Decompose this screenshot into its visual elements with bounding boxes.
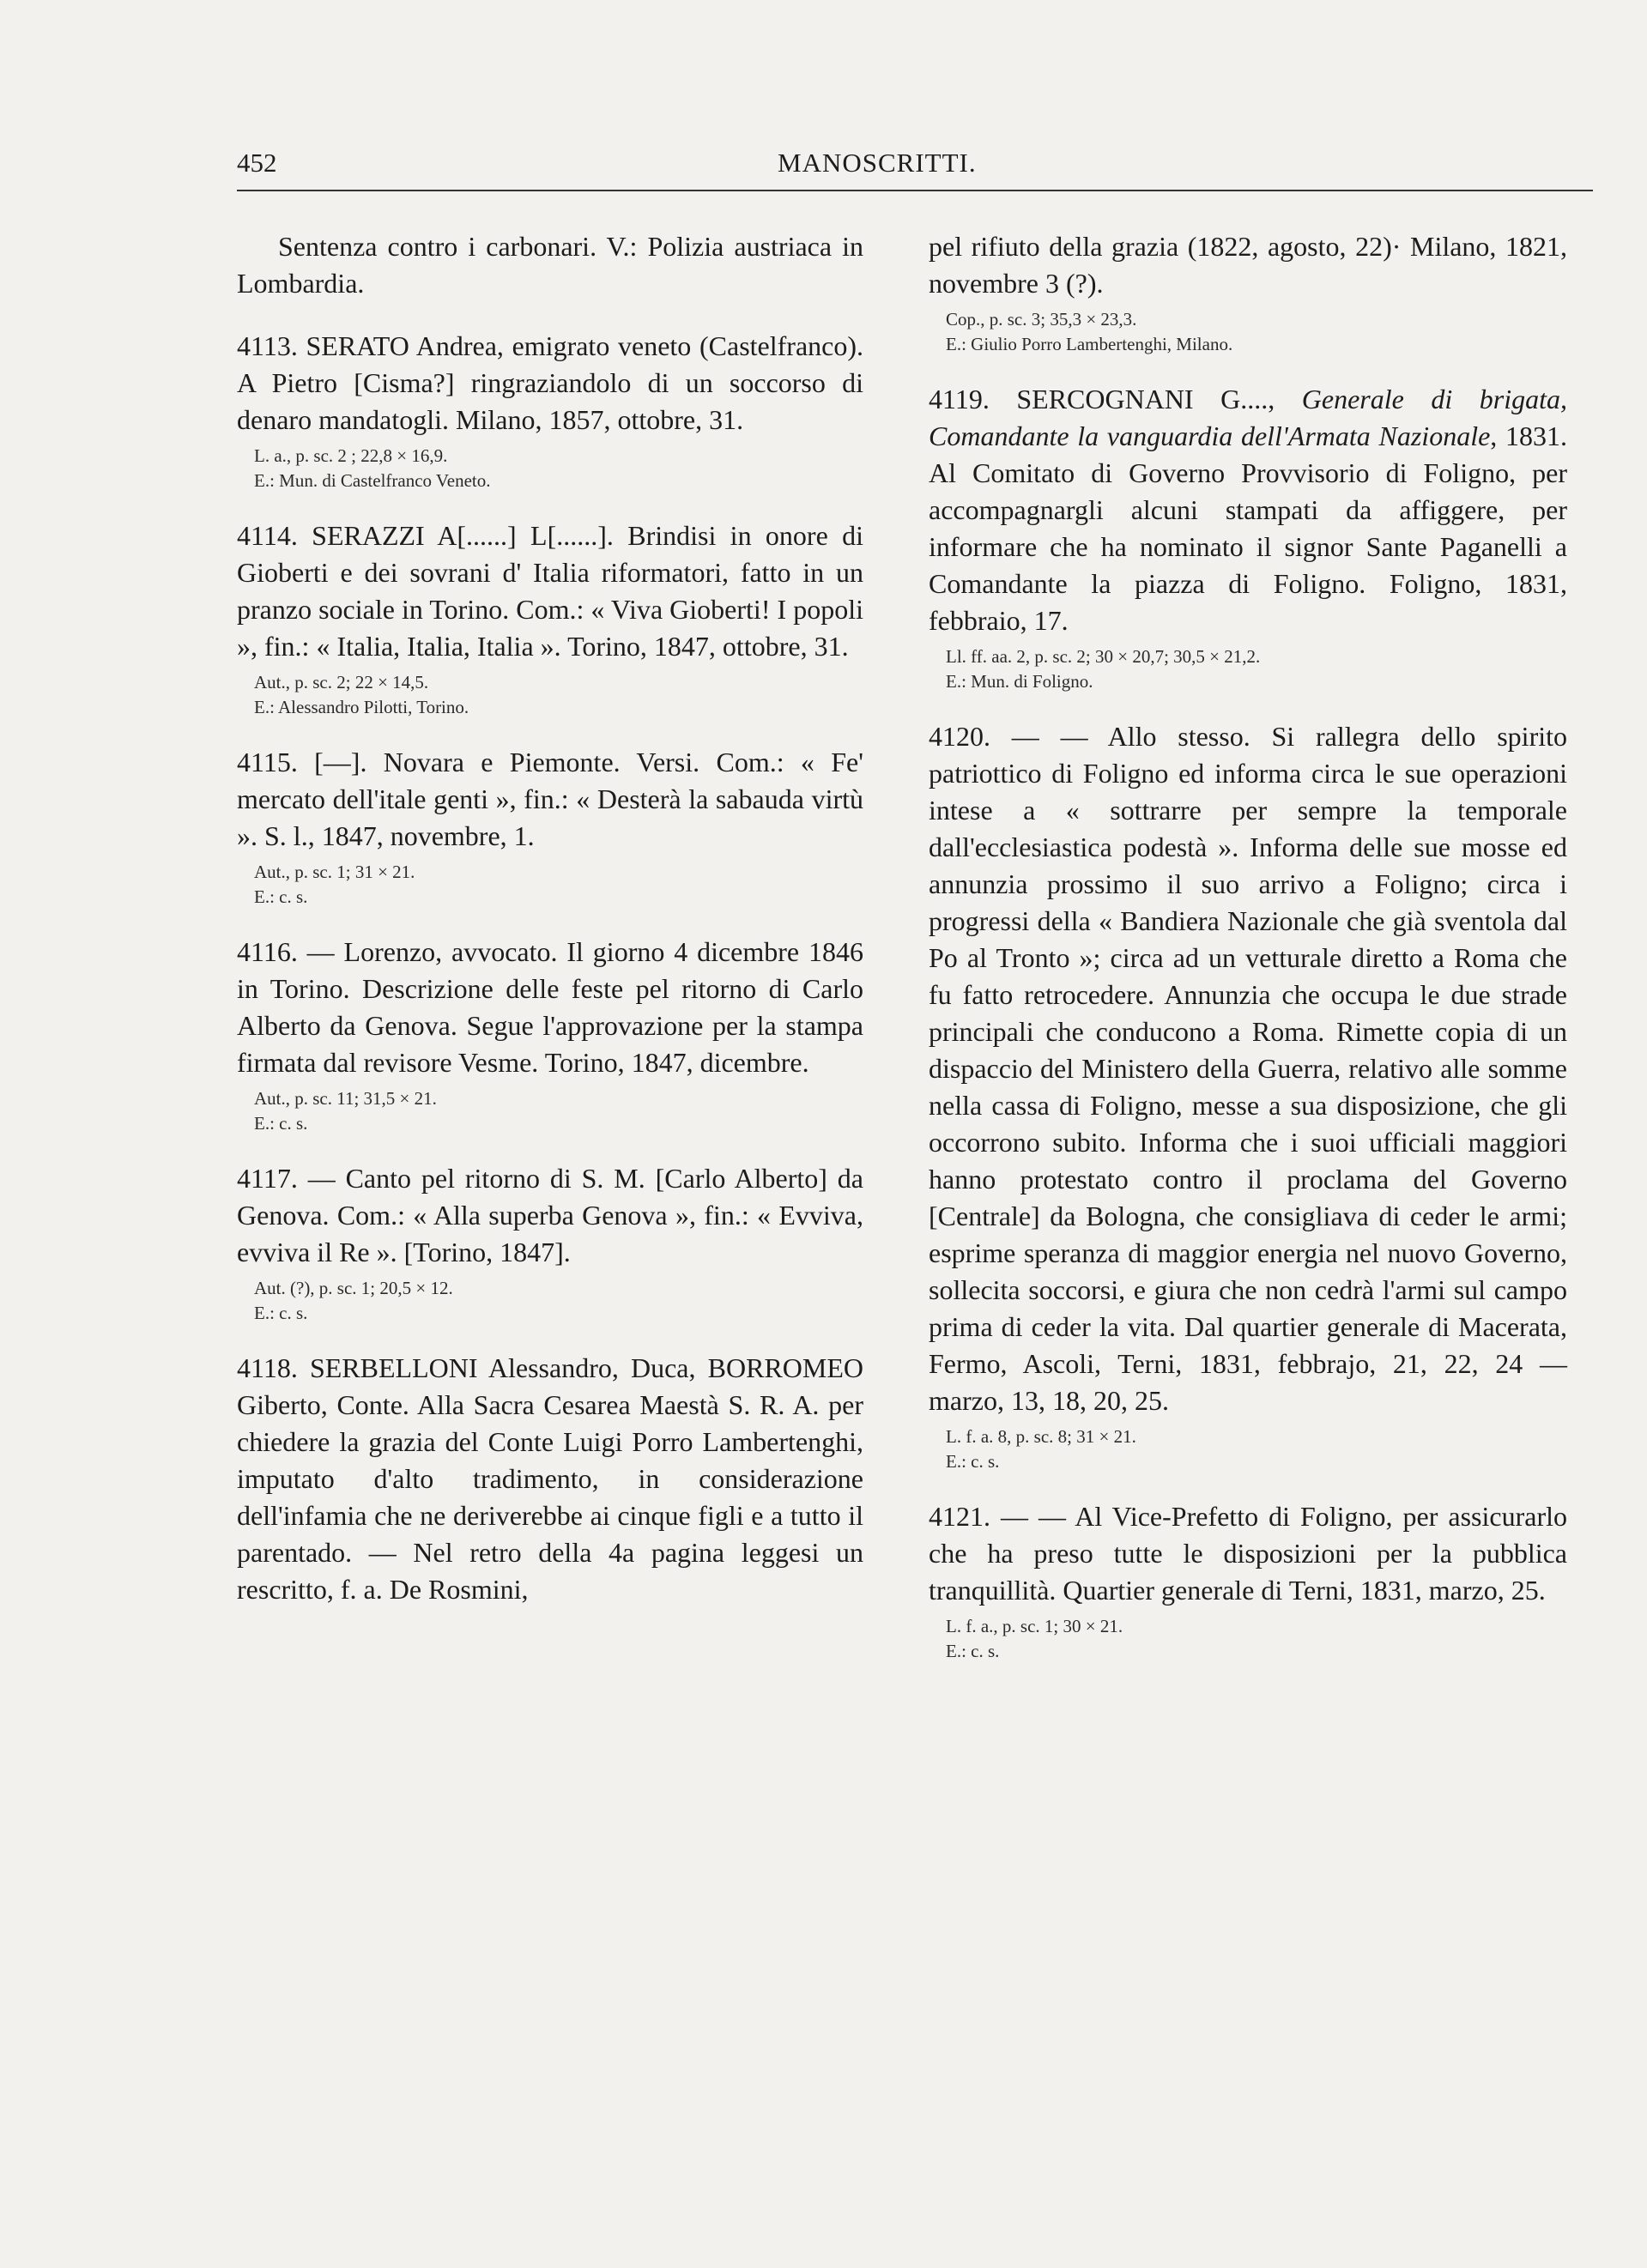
catalog-entry-4116 (237, 934, 863, 1136)
entry-text: pel rifiuto della grazia (1822, agosto, 22)· Milano, 1821, novembre 3 (?). (929, 231, 1567, 299)
entry-text: 4121. — — Al Vice-Prefetto di Foligno, per assicurarlo che ha preso tutte le disposizioni per la pubblica tranquillità. Quartier generale di Terni, 1831, marzo, 25. (929, 1501, 1567, 1606)
catalog-entry-4118 (237, 1350, 863, 1608)
entry-physical-desc: Ll. ff. aa. 2, p. sc. 2; 30 × 20,7; 30,5 × 21,2. (946, 646, 1261, 667)
entry-text: 4120. — — Allo stesso. Si rallegra dello spirito patriottico di Foligno ed informa circa le sue operazioni intese a « sottrarre per sempre la temporale dall'ecclesiastica podestà ». Informa delle sue mosse ed annunzia prossimo il suo arrivo a Foligno; circa i progressi della « Bandiera Nazionale che già sventola dal Po al Tronto »; circa ad un vetturale diretto a Roma che fu fatto retrocedere. Annunzia che occupa le due strade principali che conducono a Roma. Rimette copia di un dispaccio del Ministero della Guerra, relativo alle somme nella cassa di Foligno, messe a sua disposizione, che gli occorrono subito. Informa che i suoi ufficiali maggiori hanno protestato contro il proclama del Governo [Centrale] da Bologna, che consigliava di ceder le armi; esprime speranza di maggior energia nel nuovo Governo, sollecita soccorsi, e giura che non cedrà l'armi sul campo prima di ceder la vita. Dal quartier generale di Macerata, Fermo, Ascoli, Terni, 1831, febbrajo, 21, 22, 24 — marzo, 13, 18, 20, 25. (929, 721, 1567, 1416)
right-column (929, 228, 1567, 1688)
page-number: 452 (237, 148, 277, 178)
entry-text: 4114. SERAZZI A[......] L[......]. Brindisi in onore di Gioberti e dei sovrani d' Italia riformatori, fatto in un pranzo sociale in Torino. Com.: « Viva Gioberti! I popoli », fin.: « Italia, Italia, Italia ». Torino, 1847, ottobre, 31. (237, 520, 863, 662)
catalog-entry-4119 (929, 381, 1567, 694)
catalog-entry-4121 (929, 1498, 1567, 1664)
entry-owner: E.: Mun. di Foligno. (946, 671, 1093, 692)
entry-physical-desc: L. a., p. sc. 2 ; 22,8 × 16,9. (254, 445, 448, 466)
left-intro: Sentenza contro i carbonari. V.: Polizia austriaca in Lombardia. (237, 231, 863, 299)
entry-owner: E.: c. s. (254, 1113, 308, 1134)
entry-reference (254, 1086, 863, 1136)
entry-owner: E.: c. s. (254, 1303, 308, 1323)
entry-heading: 4119. SERCOGNANI G...., (929, 384, 1302, 414)
header-rule (237, 190, 1593, 191)
entry-owner: E.: Giulio Porro Lambertenghi, Milano. (946, 334, 1233, 354)
entry-owner: E.: Alessandro Pilotti, Torino. (254, 697, 469, 717)
entry-physical-desc: L. f. a. 8, p. sc. 8; 31 × 21. (946, 1426, 1136, 1447)
entry-physical-desc: Aut., p. sc. 1; 31 × 21. (254, 862, 415, 882)
catalog-entry-4114 (237, 517, 863, 720)
catalog-entry-4113 (237, 328, 863, 493)
entry-reference (946, 1614, 1567, 1664)
entry-reference (254, 1276, 863, 1326)
entry-owner: E.: c. s. (946, 1451, 1000, 1472)
entry-reference (946, 307, 1567, 357)
entry-reference (946, 644, 1567, 694)
entry-reference (254, 860, 863, 910)
entry-physical-desc: Aut., p. sc. 2; 22 × 14,5. (254, 672, 429, 692)
entry-owner: E.: c. s. (254, 886, 308, 907)
entry-physical-desc: Aut. (?), p. sc. 1; 20,5 × 12. (254, 1278, 453, 1298)
entry-owner: E.: Mun. di Castelfranco Veneto. (254, 470, 491, 491)
entry-physical-desc: L. f. a., p. sc. 1; 30 × 21. (946, 1616, 1123, 1636)
entry-text: 4113. SERATO Andrea, emigrato veneto (Castelfranco). A Pietro [Cisma?] ringraziandolo di un soccorso di denaro mandatogli. Milano, 1857, ottobre, 31. (237, 330, 863, 435)
entry-text: 4117. — Canto pel ritorno di S. M. [Carlo Alberto] da Genova. Com.: « Alla superba Genova », fin.: « Evviva, evviva il Re ». [Torino, 1847]. (237, 1163, 863, 1267)
entry-text (929, 381, 1567, 639)
entry-body: , 1831. Al Comitato di Governo Provvisorio di Foligno, per accompagnargli alcuni stampati da affiggere, per informare che ha nominato il signor Sante Paganelli a Comandante la piazza di Foligno. Foligno, 1831, febbraio, 17. (929, 420, 1567, 636)
entry-physical-desc: Aut., p. sc. 11; 31,5 × 21. (254, 1088, 437, 1109)
entry-reference (254, 444, 863, 493)
entry-reference (254, 670, 863, 720)
page-header (237, 148, 1593, 191)
entry-owner: E.: c. s. (946, 1641, 1000, 1661)
catalog-entry-4115 (237, 744, 863, 910)
catalog-entry-4120 (929, 718, 1567, 1474)
entry-physical-desc: Cop., p. sc. 3; 35,3 × 23,3. (946, 309, 1137, 330)
entry-text: 4115. [—]. Novara e Piemonte. Versi. Com.: « Fe' mercato dell'itale genti », fin.: « Desterà la sabauda virtù ». S. l., 1847, novembre, 1. (237, 747, 863, 851)
catalog-entry-4117 (237, 1160, 863, 1326)
entry-author-title: Generale di brigata, Comandante la vanguardia dell'Armata Nazionale (929, 384, 1567, 451)
entry-text: 4118. SERBELLONI Alessandro, Duca, BORROMEO Giberto, Conte. Alla Sacra Cesarea Maestà S. R. A. per chiedere la grazia del Conte Luigi Porro Lambertenghi, imputato d'alto tradimento, in considerazione dell'infamia che ne deriverebbe ai cinque figli e a tutto il parentado. — Nel retro della 4a pagina leggesi un rescritto, f. a. De Rosmini, (237, 1352, 863, 1605)
entry-text: 4116. — Lorenzo, avvocato. Il giorno 4 dicembre 1846 in Torino. Descrizione delle feste pel ritorno di Carlo Alberto da Genova. Segue l'approvazione per la stampa firmata dal revisore Vesme. Torino, 1847, dicembre. (237, 936, 863, 1078)
catalog-entry-4118-continued (929, 228, 1567, 357)
running-title: MANOSCRITTI. (778, 148, 977, 178)
left-column (237, 228, 863, 1632)
entry-reference (946, 1424, 1567, 1474)
